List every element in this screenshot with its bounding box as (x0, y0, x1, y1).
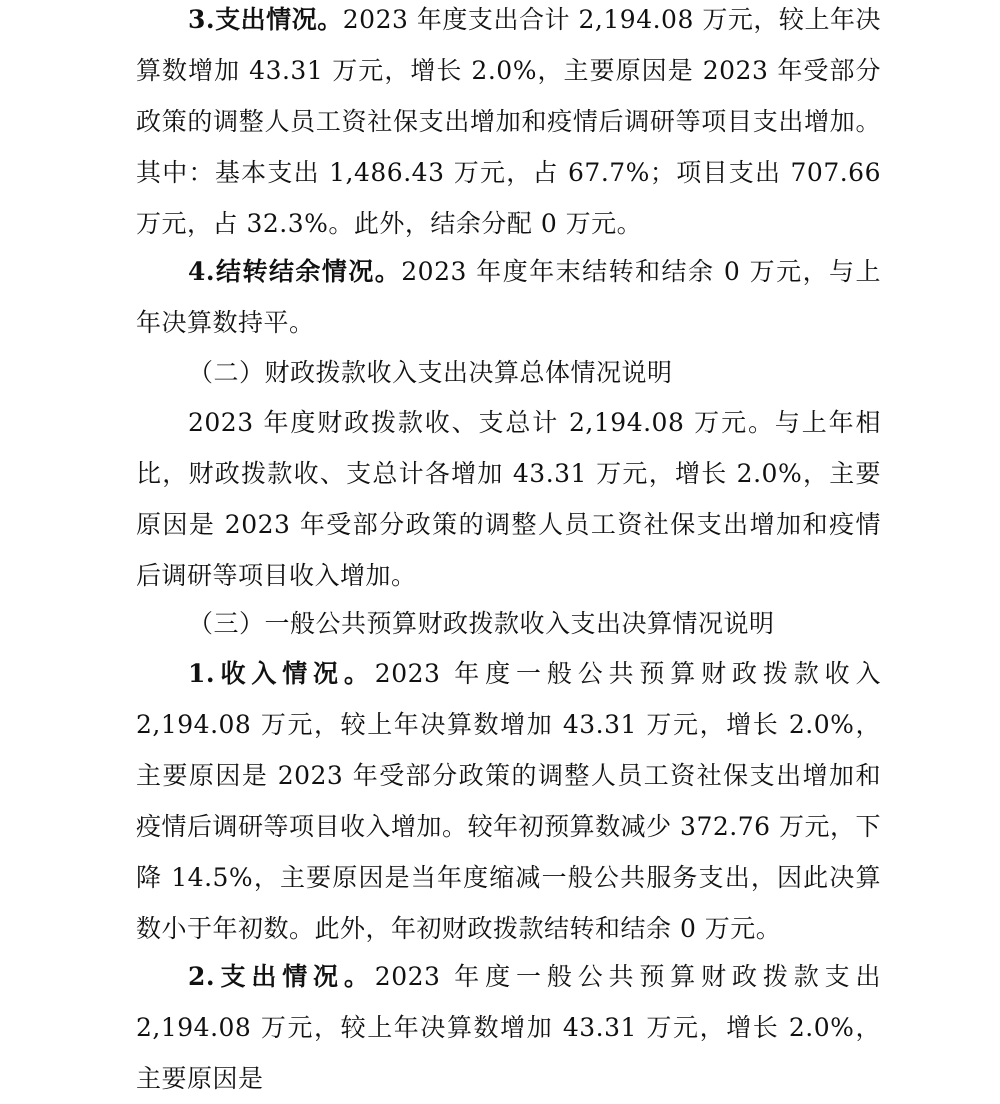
paragraph-lead: 4.结转结余情况。 (188, 257, 402, 286)
paragraph-text: 2023 年度一般公共预算财政拨款收入 2,194.08 万元，较上年决算数增加 43.31 万元，增长 2.0%，主要原因是 2023 年受部分政策的调整人员工资社保支出增加和疫情后调研等项目收入增加。较年初预算数减少 372.76 万元，下降 14.5%，主要原因是当年度缩减一般公共服务支出，因此决算数小于年初数。此外，年初财政拨款结转和结余 0 万元。 (136, 659, 881, 943)
section-heading-3 (136, 598, 881, 649)
section-heading-text: （二）财政拨款收入支出决算总体情况说明 (188, 358, 673, 387)
paragraph-general-expenditure (136, 951, 881, 1104)
section-heading-text: （三）一般公共预算财政拨款收入支出决算情况说明 (188, 609, 775, 638)
paragraph-lead: 1.收入情况。 (188, 659, 375, 688)
paragraph-lead: 2.支出情况。 (188, 962, 375, 991)
paragraph-text: 2023 年度年末结转和结余 0 万元，与上年决算数持平。 (136, 257, 881, 337)
paragraph-expenditure (136, 0, 881, 249)
paragraph-lead: 3.支出情况。 (188, 5, 343, 34)
paragraph-fiscal-total (136, 397, 881, 601)
paragraph-text: 2023 年度财政拨款收、支总计 2,194.08 万元。与上年相比，财政拨款收、支总计各增加 43.31 万元，增长 2.0%，主要原因是 2023 年受部分政策的调整人员工资社保支出增加和疫情后调研等项目收入增加。 (136, 408, 881, 590)
section-heading-2 (136, 347, 881, 398)
paragraph-text: 2023 年度支出合计 2,194.08 万元，较上年决算数增加 43.31 万元，增长 2.0%，主要原因是 2023 年受部分政策的调整人员工资社保支出增加和疫情后调研等项目支出增加。其中：基本支出 1,486.43 万元，占 67.7%；项目支出 707.66 万元，占 32.3%。此外，结余分配 0 万元。 (136, 5, 881, 238)
paragraph-income (136, 648, 881, 954)
paragraph-carryover (136, 246, 881, 348)
paragraph-text: 2023 年度一般公共预算财政拨款支出 2,194.08 万元，较上年决算数增加 43.31 万元，增长 2.0%，主要原因是 (136, 962, 881, 1093)
